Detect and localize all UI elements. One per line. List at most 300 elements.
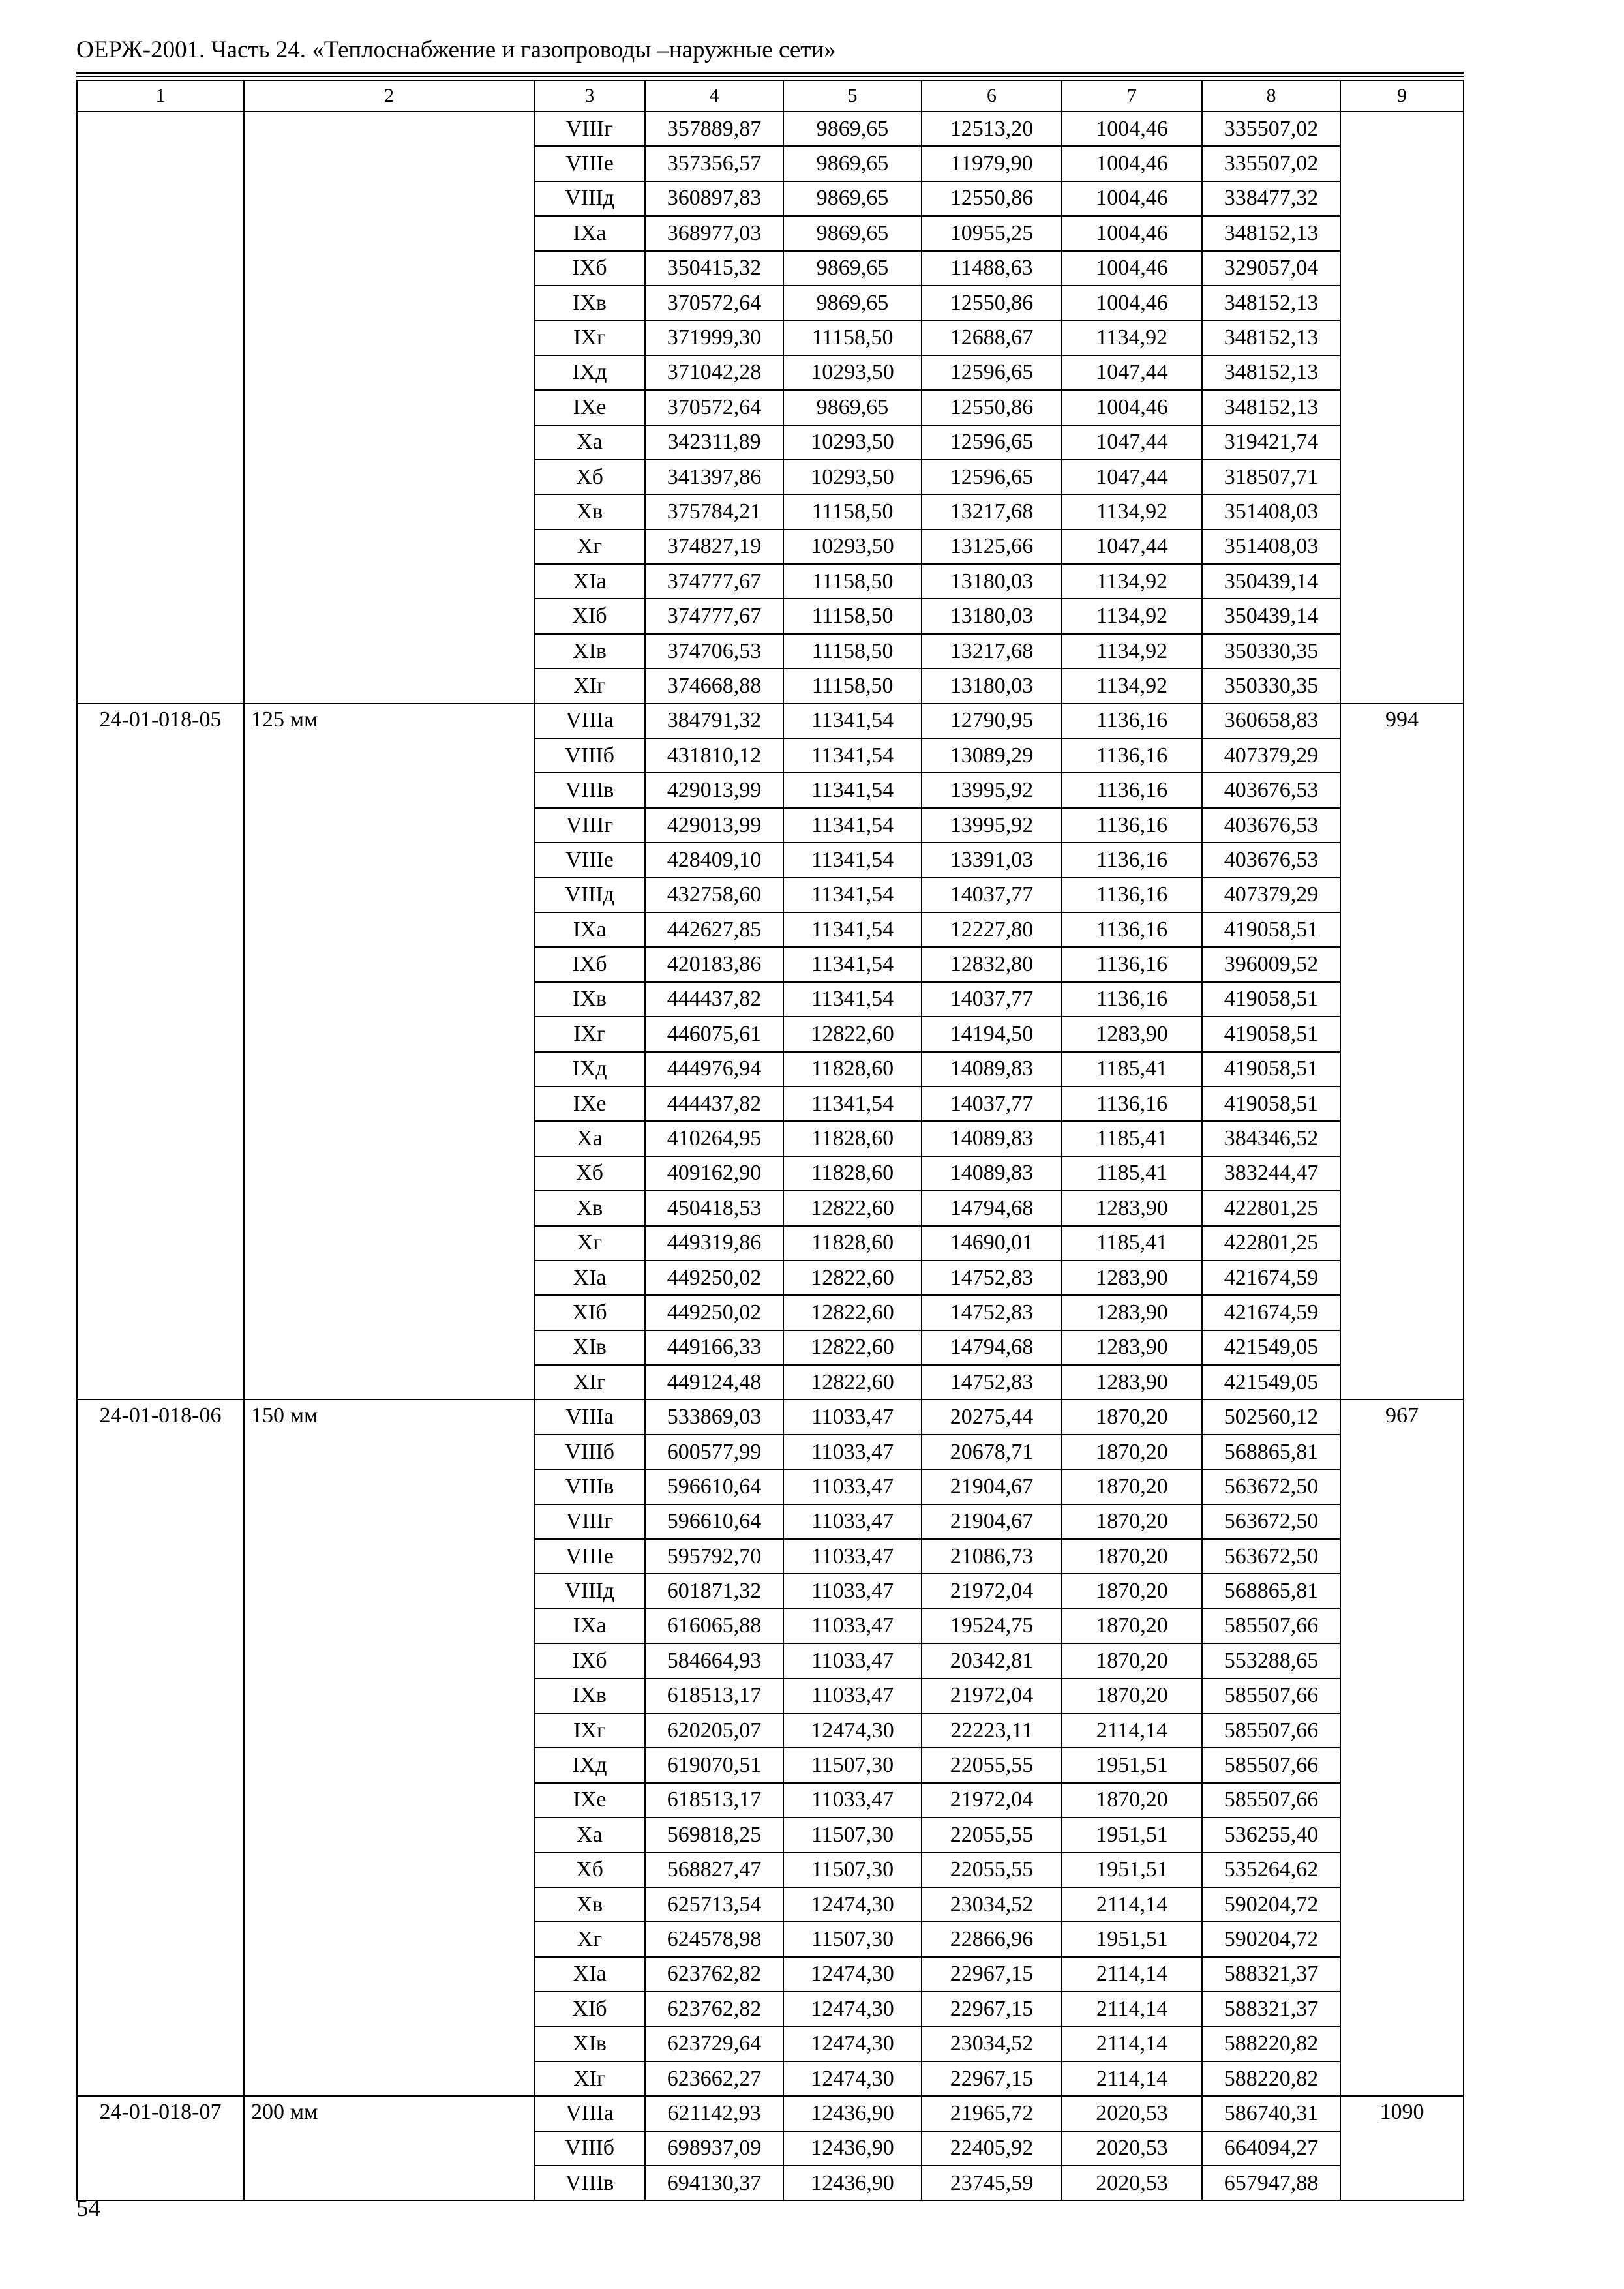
value-cell: 348152,13 [1202,320,1340,355]
value-cell: 446075,61 [645,1017,783,1051]
value-cell: 1870,20 [1062,1643,1202,1678]
value-cell: 1047,44 [1062,460,1202,494]
value-cell: 21972,04 [922,1679,1062,1713]
value-cell: 13217,68 [922,634,1062,668]
zone-cell: VIIIд [534,181,645,216]
zone-cell: VIIIе [534,843,645,877]
header-rule-thick [76,72,1464,74]
value-cell: 384346,52 [1202,1121,1340,1156]
zone-cell: IXг [534,320,645,355]
value-cell: 11033,47 [783,1399,922,1434]
zone-cell: Xа [534,425,645,460]
value-cell: 432758,60 [645,878,783,912]
zone-cell: Xа [534,1818,645,1852]
value-cell: 374827,19 [645,530,783,564]
value-cell: 350330,35 [1202,634,1340,668]
value-cell: 2114,14 [1062,1992,1202,2026]
column-header: 4 [645,80,783,112]
value-cell: 422801,25 [1202,1226,1340,1261]
page-header: ОЕРЖ-2001. Часть 24. «Теплоснабжение и газопроводы –наружные сети» [76,37,836,63]
value-cell: 12822,60 [783,1330,922,1365]
value-cell: 1047,44 [1062,530,1202,564]
zone-cell: IXг [534,1713,645,1748]
zone-cell: VIIIа [534,704,645,738]
value-cell: 12436,90 [783,2131,922,2166]
value-cell: 419058,51 [1202,1017,1340,1051]
value-cell: 2020,53 [1062,2166,1202,2200]
value-cell: 568865,81 [1202,1435,1340,1469]
zone-cell: IXб [534,1643,645,1678]
value-cell: 22055,55 [922,1748,1062,1782]
value-cell: 420183,86 [645,947,783,981]
value-cell: 596610,64 [645,1469,783,1504]
value-cell: 421549,05 [1202,1365,1340,1399]
value-cell: 374777,67 [645,599,783,633]
zone-cell: IXа [534,1609,645,1643]
value-cell: 585507,66 [1202,1748,1340,1782]
zone-cell: VIIIг [534,112,645,146]
value-cell: 21972,04 [922,1574,1062,1608]
value-cell: 348152,13 [1202,390,1340,425]
group-name: 200 мм [244,2096,534,2200]
value-cell: 351408,03 [1202,530,1340,564]
zone-cell: Xв [534,1887,645,1922]
value-cell: 2114,14 [1062,1887,1202,1922]
value-cell: 1870,20 [1062,1469,1202,1504]
column-header: 3 [534,80,645,112]
value-cell: 11341,54 [783,982,922,1017]
value-cell: 12596,65 [922,355,1062,390]
value-cell: 1870,20 [1062,1574,1202,1608]
value-cell: 11507,30 [783,1922,922,1956]
value-cell: 619070,51 [645,1748,783,1782]
value-cell: 1004,46 [1062,146,1202,181]
zone-cell: VIIIг [534,1504,645,1539]
value-cell: 11033,47 [783,1504,922,1539]
value-cell: 11033,47 [783,1609,922,1643]
value-cell: 1951,51 [1062,1922,1202,1956]
value-cell: 374668,88 [645,668,783,703]
value-cell: 403676,53 [1202,808,1340,843]
value-cell: 409162,90 [645,1156,783,1191]
value-cell: 22405,92 [922,2131,1062,2166]
value-cell: 12474,30 [783,1887,922,1922]
value-cell: 14037,77 [922,1086,1062,1121]
value-cell: 1283,90 [1062,1365,1202,1399]
value-cell: 12822,60 [783,1295,922,1330]
zone-cell: VIIIе [534,1539,645,1574]
zone-cell: XIб [534,599,645,633]
value-cell: 12550,86 [922,390,1062,425]
value-cell: 410264,95 [645,1121,783,1156]
value-cell: 596610,64 [645,1504,783,1539]
value-cell: 11341,54 [783,843,922,877]
value-cell: 11828,60 [783,1226,922,1261]
value-cell: 444437,82 [645,1086,783,1121]
value-cell: 449124,48 [645,1365,783,1399]
value-cell: 2020,53 [1062,2131,1202,2166]
value-cell: 407379,29 [1202,738,1340,773]
value-cell: 10293,50 [783,425,922,460]
value-cell: 13180,03 [922,564,1062,599]
value-cell: 14089,83 [922,1156,1062,1191]
value-cell: 21086,73 [922,1539,1062,1574]
value-cell: 1283,90 [1062,1295,1202,1330]
zone-cell: XIг [534,1365,645,1399]
value-cell: 9869,65 [783,181,922,216]
value-cell: 319421,74 [1202,425,1340,460]
value-cell: 11033,47 [783,1574,922,1608]
value-cell: 588220,82 [1202,2026,1340,2061]
value-cell: 12790,95 [922,704,1062,738]
value-cell: 536255,40 [1202,1818,1340,1852]
value-cell: 2114,14 [1062,1957,1202,1992]
value-cell: 1136,16 [1062,773,1202,807]
value-cell: 350439,14 [1202,564,1340,599]
value-cell: 12550,86 [922,286,1062,320]
group-code: 24-01-018-07 [77,2096,244,2200]
zone-cell: XIв [534,1330,645,1365]
value-cell: 20275,44 [922,1399,1062,1434]
value-cell: 1136,16 [1062,738,1202,773]
value-cell: 11158,50 [783,320,922,355]
value-cell: 14752,83 [922,1295,1062,1330]
zone-cell: IXд [534,1052,645,1086]
zone-cell: VIIIб [534,2131,645,2166]
zone-cell: XIб [534,1295,645,1330]
value-cell: 601871,32 [645,1574,783,1608]
column-header: 8 [1202,80,1340,112]
value-cell: 403676,53 [1202,773,1340,807]
value-cell: 618513,17 [645,1783,783,1818]
value-cell: 1004,46 [1062,390,1202,425]
page-number: 54 [76,2195,100,2222]
value-cell: 341397,86 [645,460,783,494]
value-cell: 22967,15 [922,1957,1062,1992]
value-cell: 449319,86 [645,1226,783,1261]
value-cell: 371042,28 [645,355,783,390]
value-cell: 12596,65 [922,425,1062,460]
value-cell: 624578,98 [645,1922,783,1956]
value-cell: 357356,57 [645,146,783,181]
value-cell: 10293,50 [783,530,922,564]
zone-cell: VIIIа [534,1399,645,1434]
zone-cell: IXб [534,251,645,286]
column-header-row [77,80,1464,112]
zone-cell: VIIIа [534,2096,645,2131]
value-cell: 11033,47 [783,1435,922,1469]
value-cell: 374777,67 [645,564,783,599]
value-cell: 2114,14 [1062,2026,1202,2061]
value-cell: 14794,68 [922,1191,1062,1225]
value-cell: 1185,41 [1062,1052,1202,1086]
zone-cell: IXа [534,216,645,250]
value-cell: 11033,47 [783,1539,922,1574]
value-cell: 1283,90 [1062,1191,1202,1225]
value-cell: 370572,64 [645,286,783,320]
value-cell: 1004,46 [1062,216,1202,250]
value-cell: 12822,60 [783,1365,922,1399]
value-cell: 22866,96 [922,1922,1062,1956]
value-cell: 616065,88 [645,1609,783,1643]
value-cell: 450418,53 [645,1191,783,1225]
value-cell: 620205,07 [645,1713,783,1748]
value-cell: 1870,20 [1062,1783,1202,1818]
value-cell: 374706,53 [645,634,783,668]
value-cell: 368977,03 [645,216,783,250]
value-cell: 586740,31 [1202,2096,1340,2131]
value-cell: 348152,13 [1202,286,1340,320]
value-cell: 1134,92 [1062,320,1202,355]
zone-cell: Xг [534,530,645,564]
value-cell: 422801,25 [1202,1191,1340,1225]
value-cell: 12832,80 [922,947,1062,981]
value-cell: 421674,59 [1202,1295,1340,1330]
value-cell: 13217,68 [922,494,1062,529]
value-cell: 375784,21 [645,494,783,529]
value-cell: 535264,62 [1202,1853,1340,1887]
value-cell: 350439,14 [1202,599,1340,633]
value-cell: 11033,47 [783,1783,922,1818]
value-cell: 13089,29 [922,738,1062,773]
value-cell: 419058,51 [1202,912,1340,947]
value-cell: 407379,29 [1202,878,1340,912]
value-cell: 12513,20 [922,112,1062,146]
value-cell: 12822,60 [783,1261,922,1295]
value-cell: 22223,11 [922,1713,1062,1748]
value-cell: 585507,66 [1202,1679,1340,1713]
value-cell: 22055,55 [922,1818,1062,1852]
table-row [77,704,1464,738]
value-cell: 11507,30 [783,1748,922,1782]
value-cell: 338477,32 [1202,181,1340,216]
value-cell: 1185,41 [1062,1226,1202,1261]
value-cell: 657947,88 [1202,2166,1340,2200]
value-cell: 588321,37 [1202,1957,1340,1992]
value-cell: 351408,03 [1202,494,1340,529]
rates-table [76,80,1464,2201]
zone-cell: VIIIв [534,2166,645,2200]
value-cell: 11158,50 [783,634,922,668]
value-cell: 12474,30 [783,1957,922,1992]
value-cell: 568827,47 [645,1853,783,1887]
value-cell: 14037,77 [922,878,1062,912]
value-cell: 10293,50 [783,355,922,390]
value-cell: 1004,46 [1062,112,1202,146]
value-cell: 348152,13 [1202,355,1340,390]
value-cell: 12474,30 [783,2061,922,2096]
zone-cell: XIв [534,634,645,668]
group-name: 150 мм [244,1399,534,2096]
value-cell: 1870,20 [1062,1609,1202,1643]
value-cell: 12688,67 [922,320,1062,355]
zone-cell: VIIIд [534,1574,645,1608]
value-cell: 23745,59 [922,2166,1062,2200]
value-cell: 12474,30 [783,2026,922,2061]
value-cell: 13391,03 [922,843,1062,877]
value-cell: 11828,60 [783,1052,922,1086]
value-cell: 419058,51 [1202,1052,1340,1086]
value-cell: 11507,30 [783,1853,922,1887]
value-cell: 21965,72 [922,2096,1062,2131]
value-cell: 588220,82 [1202,2061,1340,2096]
value-cell: 360897,83 [645,181,783,216]
value-cell: 11158,50 [783,599,922,633]
value-cell: 694130,37 [645,2166,783,2200]
value-cell: 12822,60 [783,1017,922,1051]
value-cell: 1951,51 [1062,1818,1202,1852]
zone-cell: IXв [534,286,645,320]
value-cell: 1134,92 [1062,599,1202,633]
value-cell: 419058,51 [1202,1086,1340,1121]
value-cell: 11033,47 [783,1469,922,1504]
column-header: 5 [783,80,922,112]
value-cell: 22967,15 [922,2061,1062,2096]
value-cell: 1047,44 [1062,355,1202,390]
value-cell: 12596,65 [922,460,1062,494]
zone-cell: IXг [534,1017,645,1051]
value-cell: 14752,83 [922,1261,1062,1295]
column-header: 9 [1340,80,1464,112]
zone-cell: IXе [534,1783,645,1818]
zone-cell: VIIIб [534,1435,645,1469]
value-cell: 14690,01 [922,1226,1062,1261]
value-cell: 9869,65 [783,251,922,286]
value-cell: 1870,20 [1062,1539,1202,1574]
value-cell: 1136,16 [1062,947,1202,981]
value-cell: 449250,02 [645,1261,783,1295]
group-value [1340,112,1464,704]
value-cell: 590204,72 [1202,1922,1340,1956]
value-cell: 10293,50 [783,460,922,494]
value-cell: 563672,50 [1202,1539,1340,1574]
value-cell: 428409,10 [645,843,783,877]
value-cell: 1870,20 [1062,1504,1202,1539]
value-cell: 421674,59 [1202,1261,1340,1295]
value-cell: 553288,65 [1202,1643,1340,1678]
zone-cell: XIб [534,1992,645,2026]
value-cell: 664094,27 [1202,2131,1340,2166]
group-code: 24-01-018-06 [77,1399,244,2096]
value-cell: 384791,32 [645,704,783,738]
zone-cell: XIа [534,564,645,599]
group-name: 125 мм [244,704,534,1400]
group-value: 994 [1340,704,1464,1400]
value-cell: 431810,12 [645,738,783,773]
value-cell: 9869,65 [783,286,922,320]
group-value: 967 [1340,1399,1464,2096]
value-cell: 348152,13 [1202,216,1340,250]
value-cell: 21904,67 [922,1504,1062,1539]
zone-cell: VIIIе [534,146,645,181]
value-cell: 2020,53 [1062,2096,1202,2131]
value-cell: 585507,66 [1202,1783,1340,1818]
value-cell: 13180,03 [922,599,1062,633]
value-cell: 11979,90 [922,146,1062,181]
value-cell: 623729,64 [645,2026,783,2061]
value-cell: 449250,02 [645,1295,783,1330]
value-cell: 1136,16 [1062,912,1202,947]
value-cell: 1004,46 [1062,181,1202,216]
zone-cell: XIа [534,1957,645,1992]
value-cell: 383244,47 [1202,1156,1340,1191]
value-cell: 1870,20 [1062,1399,1202,1434]
value-cell: 563672,50 [1202,1504,1340,1539]
value-cell: 13995,92 [922,808,1062,843]
value-cell: 2114,14 [1062,2061,1202,2096]
zone-cell: VIIIв [534,773,645,807]
zone-cell: IXв [534,1679,645,1713]
zone-cell: Xб [534,1156,645,1191]
value-cell: 11507,30 [783,1818,922,1852]
zone-cell: Xв [534,494,645,529]
value-cell: 1134,92 [1062,668,1202,703]
zone-cell: IXд [534,1748,645,1782]
value-cell: 1004,46 [1062,286,1202,320]
value-cell: 1136,16 [1062,808,1202,843]
zone-cell: Xб [534,1853,645,1887]
value-cell: 23034,52 [922,2026,1062,2061]
value-cell: 20678,71 [922,1435,1062,1469]
value-cell: 1134,92 [1062,634,1202,668]
value-cell: 14037,77 [922,982,1062,1017]
value-cell: 11341,54 [783,738,922,773]
value-cell: 11341,54 [783,773,922,807]
value-cell: 403676,53 [1202,843,1340,877]
value-cell: 360658,83 [1202,704,1340,738]
value-cell: 1283,90 [1062,1261,1202,1295]
value-cell: 584664,93 [645,1643,783,1678]
value-cell: 11158,50 [783,494,922,529]
value-cell: 10955,25 [922,216,1062,250]
value-cell: 12474,30 [783,1713,922,1748]
value-cell: 1134,92 [1062,494,1202,529]
header-rule-thin [76,76,1464,77]
column-header: 1 [77,80,244,112]
value-cell: 11341,54 [783,1086,922,1121]
value-cell: 335507,02 [1202,112,1340,146]
value-cell: 14089,83 [922,1121,1062,1156]
value-cell: 19524,75 [922,1609,1062,1643]
table-row [77,2096,1464,2131]
zone-cell: IXе [534,1086,645,1121]
value-cell: 335507,02 [1202,146,1340,181]
group-code: 24-01-018-05 [77,704,244,1400]
value-cell: 1283,90 [1062,1330,1202,1365]
value-cell: 329057,04 [1202,251,1340,286]
value-cell: 396009,52 [1202,947,1340,981]
group-code [77,112,244,704]
zone-cell: IXе [534,390,645,425]
value-cell: 569818,25 [645,1818,783,1852]
value-cell: 1951,51 [1062,1853,1202,1887]
group-value: 1090 [1340,2096,1464,2200]
value-cell: 1185,41 [1062,1156,1202,1191]
value-cell: 12474,30 [783,1992,922,2026]
zone-cell: XIг [534,668,645,703]
value-cell: 585507,66 [1202,1609,1340,1643]
zone-cell: XIг [534,2061,645,2096]
value-cell: 9869,65 [783,216,922,250]
value-cell: 625713,54 [645,1887,783,1922]
value-cell: 12550,86 [922,181,1062,216]
value-cell: 11033,47 [783,1643,922,1678]
value-cell: 1185,41 [1062,1121,1202,1156]
zone-cell: IXв [534,982,645,1017]
value-cell: 1136,16 [1062,704,1202,738]
table-row [77,1399,1464,1434]
value-cell: 13125,66 [922,530,1062,564]
